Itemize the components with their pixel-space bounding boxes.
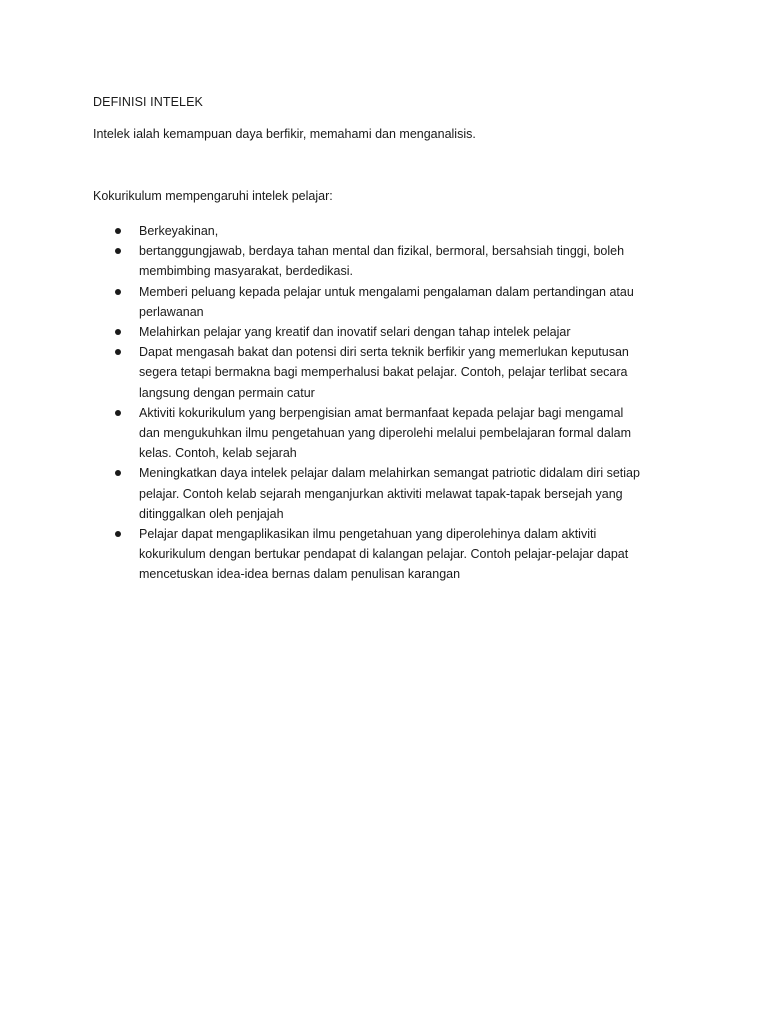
bullet-icon [115,289,121,295]
list-item-text: Berkeyakinan, [139,224,219,238]
definition-paragraph: Intelek ialah kemampuan daya berfikir, memahami dan menganalisis. [93,127,476,141]
bullet-icon [115,531,121,537]
bullet-icon [115,329,121,335]
list-item-text: Memberi peluang kepada pelajar untuk mengalami pengalaman dalam pertandingan atau perlawanan [139,284,634,319]
list-item [93,342,640,403]
document-heading: DEFINISI INTELEK [93,95,203,109]
bullet-list [93,221,688,585]
list-item [93,241,640,281]
bullet-icon [115,470,121,476]
list-item [93,463,640,524]
list-item-text: Melahirkan pelajar yang kreatif dan inovatif selari dengan tahap intelek pelajar [139,325,571,340]
bullet-icon [115,349,121,355]
list-item-text: Meningkatkan daya intelek pelajar dalam melahirkan semangat patriotic didalam diri setiap pelajar. Contoh kelab sejarah menganjurkan aktiviti melawat tapak-tapak bersejah yang ditinggalkan oleh penjajah [139,466,640,521]
list-item-text: Aktiviti kokurikulum yang berpengisian amat bermanfaat kepada pelajar bagi mengamal dan mengukuhkan ilmu pengetahuan yang diperolehi melalui pembelajaran formal dalam kelas. Contoh, kelab sejarah [139,405,631,461]
list-item [93,322,640,342]
list-item-text: Dapat mengasah bakat dan potensi diri serta teknik berfikir yang memerlukan keputusan segera tetapi bermakna bagi memperhalusi bakat pelajar. Contoh, pelajar terlibat secara langsung dengan permain catur [139,345,629,400]
list-item [93,403,640,464]
list-item [93,282,640,322]
bullet-icon [115,410,121,416]
intro-paragraph: Kokurikulum mempengaruhi intelek pelajar: [93,189,333,203]
list-item-text: bertanggungjawab, berdaya tahan mental dan fizikal, bermoral, bersahsiah tinggi, boleh membimbing masyarakat, berdedikasi. [139,244,625,279]
list-item [93,221,640,241]
bullet-icon [115,228,121,234]
bullet-icon [115,248,121,254]
list-item-text: Pelajar dapat mengaplikasikan ilmu pengetahuan yang diperolehinya dalam aktiviti kokurikulum dengan bertukar pendapat di kalangan pelajar. Contoh pelajar-pelajar dapat mencetuskan idea-idea bernas dalam penulisan karangan [139,527,629,582]
list-item [93,524,640,585]
